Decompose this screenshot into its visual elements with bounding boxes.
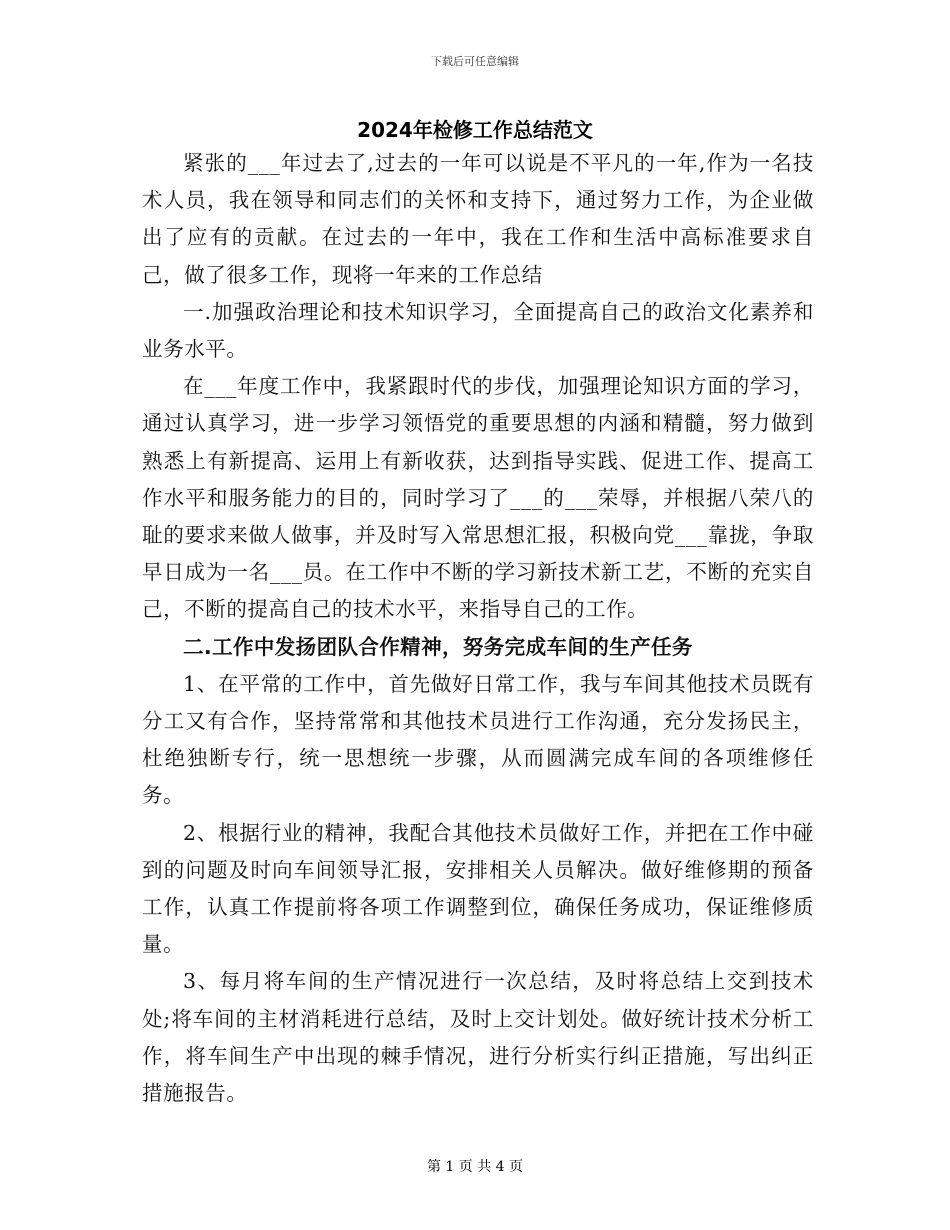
header-note: 下载后可任意编辑	[431, 55, 519, 68]
section-heading-1: 一.加强政治理论和技术知识学习，全面提高自己的政治文化素养和业务水平。	[142, 299, 814, 362]
paragraph-intro: 紧张的___年过去了,过去的一年可以说是不平凡的一年,作为一名技术人员，我在领导和同志们的关怀和支持下，通过努力工作，为企业做出了应有的贡献。在过去的一年中，我在工作和生活中高标准要求自己，做了很多工作，现将一年来的工作总结	[142, 151, 814, 287]
paragraph-item-1: 1、在平常的工作中，首先做好日常工作，我与车间其他技术员既有分工又有合作，坚持常常和其他技术员进行工作沟通，充分发扬民主，杜绝独断专行，统一思想统一步骤，从而圆满完成车间的各项维修任务。	[142, 671, 814, 808]
paragraph-item-3: 3、每月将车间的生产情况进行一次总结，及时将总结上交到技术处;将车间的主材消耗进行总结，及时上交计划处。做好统计技术分析工作，将车间生产中出现的棘手情况，进行分析实行纠正措施，写出纠正措施报告。	[142, 969, 814, 1106]
section-heading-2: 二.工作中发扬团队合作精神，努务完成车间的生产任务	[183, 634, 693, 659]
page-footer: 第 1 页 共 4 页	[426, 1159, 524, 1175]
paragraph-study: 在___年度工作中，我紧跟时代的步伐，加强理论知识方面的学习，通过认真学习，进一步学习领悟党的重要思想的内涵和精髓，努力做到熟悉上有新提高、运用上有新收获，达到指导实践、促进工作、提高工作水平和服务能力的目的，同时学习了___的___荣辱，并根据八荣八的耻的要求来做人做事，并及时写入常思想汇报，积极向党___靠拢，争取早日成为一名___员。在工作中不断的学习新技术新工艺，不断的充实自己，不断的提高自己的技术水平，来指导自己的工作。	[142, 374, 814, 622]
paragraph-item-2: 2、根据行业的精神，我配合其他技术员做好工作，并把在工作中碰到的问题及时向车间领导汇报，安排相关人员解决。做好维修期的预备工作，认真工作提前将各项工作调整到位，确保任务成功，保证维修质量。	[142, 820, 814, 957]
document-body	[142, 145, 814, 1112]
document-title: 2024年检修工作总结范文	[357, 118, 593, 142]
